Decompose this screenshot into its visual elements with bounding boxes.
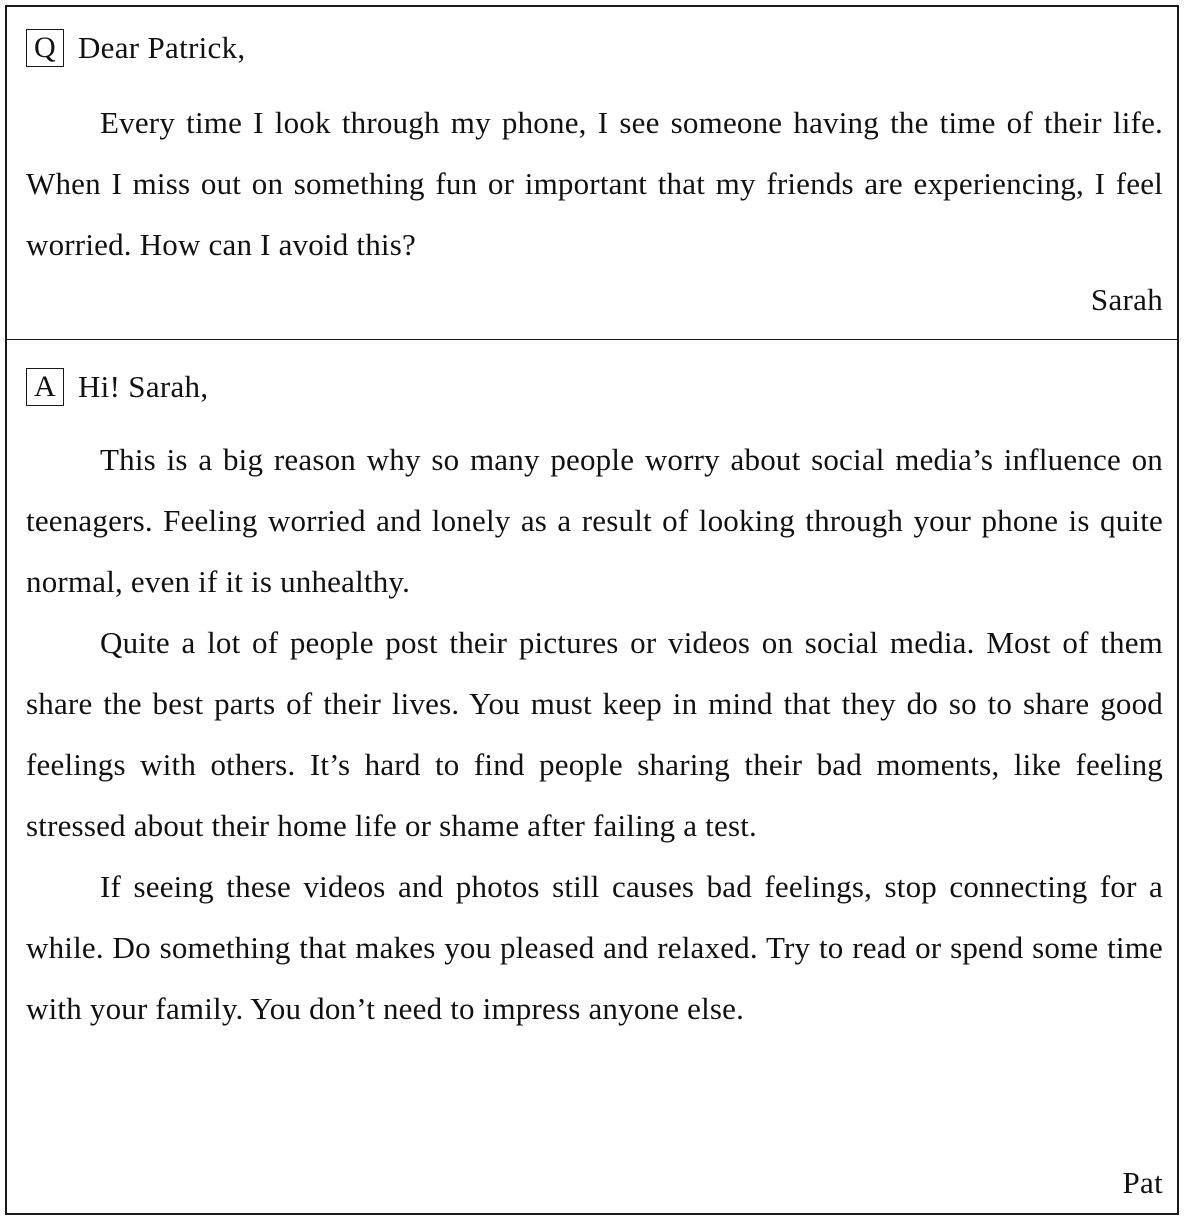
question-label-box: Q <box>26 29 64 67</box>
question-body <box>26 92 1163 275</box>
question-greeting: Dear Patrick, <box>78 30 246 65</box>
question-signature: Sarah <box>1090 282 1163 317</box>
answer-paragraph-2: Quite a lot of people post their pictures or videos on social media. Most of them share the best parts of their lives. You must keep in mind that they do so to share good feelings with others. It’s hard to find people sharing their bad moments, like feeling stressed about their home life or shame after failing a test. <box>26 625 1163 843</box>
answer-greeting: Hi! Sarah, <box>78 369 209 404</box>
answer-header <box>26 368 208 406</box>
answer-paragraph-3: If seeing these videos and photos still causes bad feelings, stop connecting for a while. Do something that makes you pleased and relaxed. Try to read or spend some time with your family. You don’t need to impress anyone else. <box>26 869 1163 1026</box>
answer-body <box>26 429 1163 1039</box>
question-header <box>26 29 245 67</box>
question-paragraph-1: Every time I look through my phone, I see someone having the time of their life. When I miss out on something fun or important that my friends are experiencing, I feel worried. How can I avoid this? <box>26 105 1163 262</box>
answer-signature: Pat <box>1122 1165 1163 1200</box>
answer-label-box: A <box>26 368 64 406</box>
letter-frame <box>5 5 1179 1215</box>
answer-paragraph-1: This is a big reason why so many people worry about social media’s influence on teenagers. Feeling worried and lonely as a result of looking through your phone is quite normal, even if it is unhealthy. <box>26 442 1163 599</box>
question-section <box>7 7 1177 340</box>
answer-section <box>7 340 1177 1213</box>
